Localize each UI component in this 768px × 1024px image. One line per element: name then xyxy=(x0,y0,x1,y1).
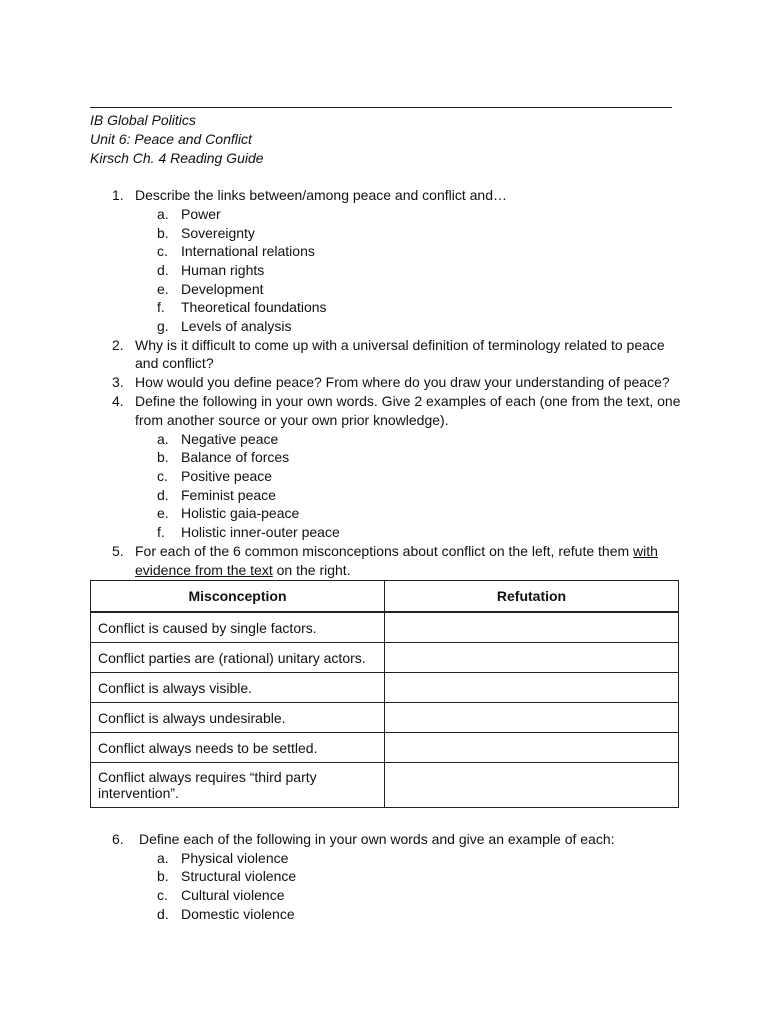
table-row xyxy=(91,612,679,643)
list-item-letter: d. xyxy=(157,262,169,278)
list-item: Development xyxy=(181,281,264,297)
list-item: Structural violence xyxy=(181,868,297,884)
misconception-cell: Conflict is always undesirable. xyxy=(91,703,385,733)
question-4-number: 4. xyxy=(112,393,124,409)
list-item-letter: f. xyxy=(157,299,165,315)
unit-title: Unit 6: Peace and Conflict xyxy=(90,131,252,147)
refutation-cell[interactable] xyxy=(385,612,679,643)
list-item-letter: e. xyxy=(157,281,169,297)
list-item: International relations xyxy=(181,243,315,259)
misconception-cell: Conflict is caused by single factors. xyxy=(91,612,385,643)
table-header-row xyxy=(91,581,679,613)
table-row xyxy=(91,733,679,763)
list-item: Power xyxy=(181,206,221,222)
list-item-letter: d. xyxy=(157,906,169,922)
list-item: Cultural violence xyxy=(181,887,285,903)
misconception-header: Misconception xyxy=(91,581,385,613)
question-2-text-line2: and conflict? xyxy=(135,355,214,371)
list-item-letter: c. xyxy=(157,887,168,903)
course-title: IB Global Politics xyxy=(90,112,196,128)
list-item-letter: b. xyxy=(157,225,169,241)
misconception-cell: Conflict is always visible. xyxy=(91,673,385,703)
misconception-cell: Conflict always needs to be settled. xyxy=(91,733,385,763)
question-5-text-line1 xyxy=(135,542,658,561)
refutation-cell[interactable] xyxy=(385,733,679,763)
misconception-cell: Conflict parties are (rational) unitary actors. xyxy=(91,643,385,673)
question-6-number: 6. xyxy=(112,831,124,847)
list-item-letter: b. xyxy=(157,868,169,884)
header-rule xyxy=(90,107,672,108)
list-item: Positive peace xyxy=(181,468,273,484)
list-item: Balance of forces xyxy=(181,449,290,465)
question-2-text-line1: Why is it difficult to come up with a universal definition of terminology related to peace xyxy=(135,337,665,353)
list-item-letter: b. xyxy=(157,449,169,465)
list-item: Physical violence xyxy=(181,850,289,866)
list-item: Holistic inner-outer peace xyxy=(181,524,340,540)
question-1-text: Describe the links between/among peace and conflict and… xyxy=(135,187,507,203)
list-item: Holistic gaia-peace xyxy=(181,505,300,521)
list-item: Sovereignty xyxy=(181,225,255,241)
list-item-letter: e. xyxy=(157,505,169,521)
refutation-header: Refutation xyxy=(385,581,679,613)
list-item: Theoretical foundations xyxy=(181,299,327,315)
misconception-table xyxy=(90,580,679,808)
list-item-letter: g. xyxy=(157,318,169,334)
question-5-text: For each of the 6 common misconceptions about conflict on the left, refute them xyxy=(135,543,634,559)
refutation-cell[interactable] xyxy=(385,643,679,673)
refutation-cell[interactable] xyxy=(385,763,679,808)
table-row xyxy=(91,703,679,733)
list-item: Levels of analysis xyxy=(181,318,292,334)
question-4-text-line2: from another source or your own prior knowledge). xyxy=(135,412,449,428)
question-2-number: 2. xyxy=(112,337,124,353)
refutation-cell[interactable] xyxy=(385,673,679,703)
guide-title: Kirsch Ch. 4 Reading Guide xyxy=(90,150,264,166)
question-3-text: How would you define peace? From where do you draw your understanding of peace? xyxy=(135,374,670,390)
list-item-letter: f. xyxy=(157,524,165,540)
table-row xyxy=(91,673,679,703)
list-item: Negative peace xyxy=(181,431,279,447)
underlined-phrase: evidence from the text xyxy=(135,562,273,578)
misconception-cell: Conflict always requires “third party intervention”. xyxy=(91,763,385,808)
list-item: Domestic violence xyxy=(181,906,295,922)
table-row xyxy=(91,643,679,673)
question-6-text: Define each of the following in your own words and give an example of each: xyxy=(139,831,615,847)
question-5-text-line2 xyxy=(135,561,351,580)
question-4-text-line1: Define the following in your own words. Give 2 examples of each (one from the text, one xyxy=(135,393,681,409)
question-1-number: 1. xyxy=(112,187,124,203)
question-5-text: on the right. xyxy=(272,562,351,578)
list-item-letter: a. xyxy=(157,431,169,447)
list-item-letter: c. xyxy=(157,468,168,484)
list-item-letter: a. xyxy=(157,206,169,222)
question-3-number: 3. xyxy=(112,374,124,390)
list-item: Human rights xyxy=(181,262,265,278)
list-item-letter: a. xyxy=(157,850,169,866)
question-5-number: 5. xyxy=(112,543,124,559)
list-item: Feminist peace xyxy=(181,487,276,503)
list-item-letter: c. xyxy=(157,243,168,259)
refutation-cell[interactable] xyxy=(385,703,679,733)
list-item-letter: d. xyxy=(157,487,169,503)
table-row xyxy=(91,763,679,808)
underlined-phrase: with xyxy=(633,543,658,559)
